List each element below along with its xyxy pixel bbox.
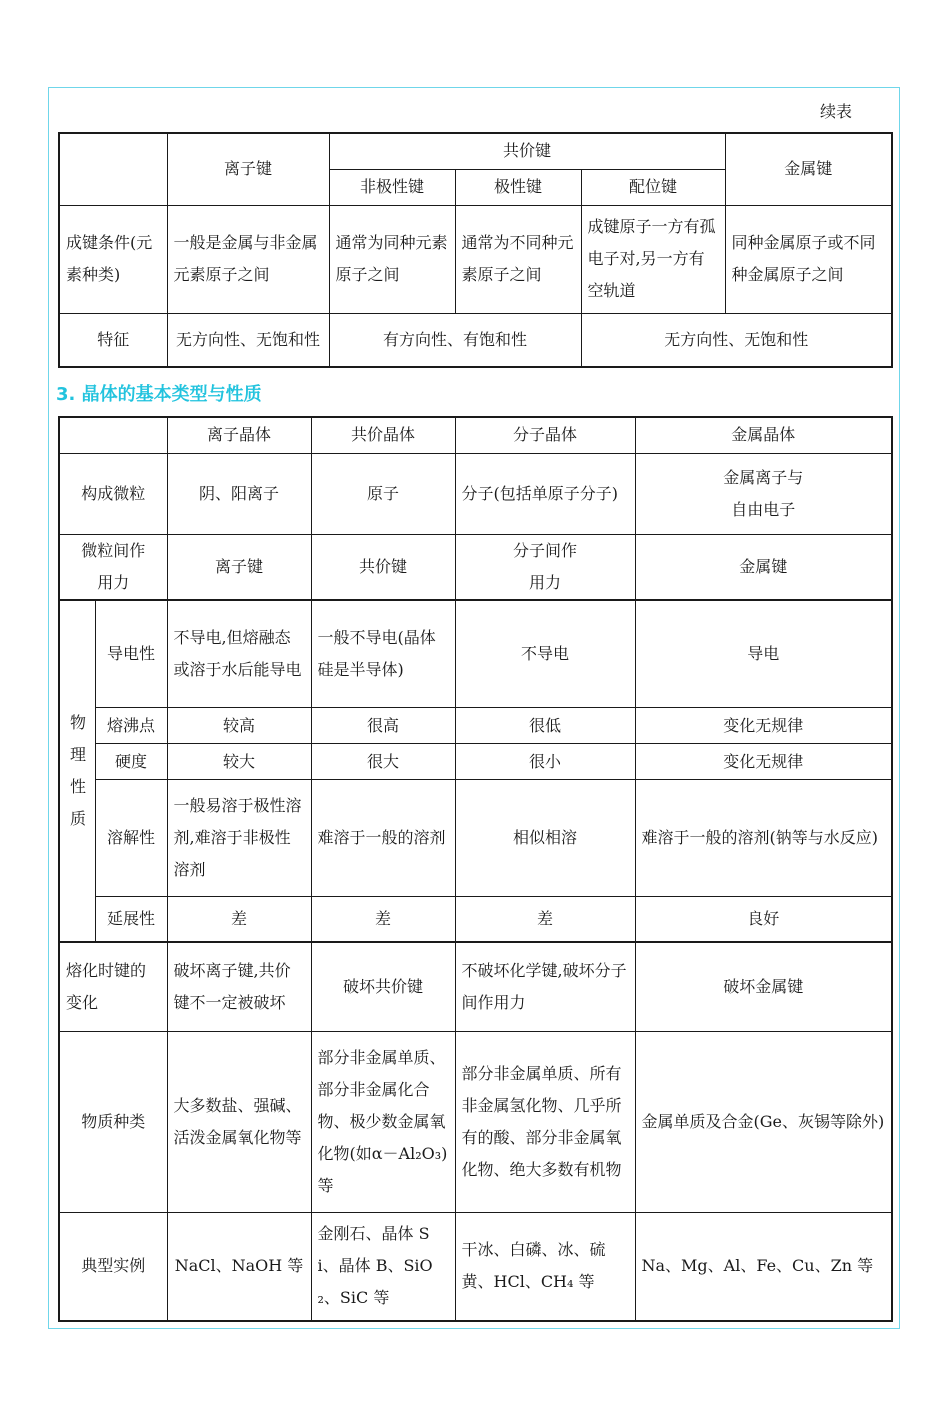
cell-substances-covalent: 部分非金属单质、部分非金属化合物、极少数金属氧化物(如α－Al₂O₃)等 <box>311 1032 455 1213</box>
cell-examples-ionic: NaCl、NaOH 等 <box>167 1213 311 1321</box>
cell-examples-metallic: Na、Mg、Al、Fe、Cu、Zn 等 <box>635 1213 892 1321</box>
cell-ductility-molecular: 差 <box>455 897 635 942</box>
cell-particles-molecular: 分子(包括单原子分子) <box>455 453 635 534</box>
cell-covalent-feature: 有方向性、有饱和性 <box>329 313 581 367</box>
row-label-feature: 特征 <box>59 313 167 367</box>
cell-hardness-covalent: 很大 <box>311 744 455 780</box>
cell-nonpolar-condition: 通常为同种元素原子之间 <box>329 205 455 313</box>
row-label-substance-types: 物质种类 <box>59 1032 167 1213</box>
cell-boiling-metallic: 变化无规律 <box>635 708 892 744</box>
row-label-conductivity: 导电性 <box>95 600 167 708</box>
cell-boiling-covalent: 很高 <box>311 708 455 744</box>
cell-substances-metallic: 金属单质及合金(Ge、灰锡等除外) <box>635 1032 892 1213</box>
cell-melting-metallic: 破坏金属键 <box>635 942 892 1032</box>
row-label-boiling-point: 熔沸点 <box>95 708 167 744</box>
row-label-examples: 典型实例 <box>59 1213 167 1321</box>
cell-solubility-covalent: 难溶于一般的溶剂 <box>311 780 455 897</box>
cell-examples-covalent: 金刚石、晶体 Si、晶体 B、SiO₂、SiC 等 <box>311 1213 455 1321</box>
cell-hardness-metallic: 变化无规律 <box>635 744 892 780</box>
cell-interaction-molecular: 分子间作用力 <box>455 534 635 600</box>
header-ionic-crystal: 离子晶体 <box>167 417 311 453</box>
cell-conductivity-covalent: 一般不导电(晶体硅是半导体) <box>311 600 455 708</box>
cell-solubility-ionic: 一般易溶于极性溶剂,难溶于非极性溶剂 <box>167 780 311 897</box>
cell-melting-molecular: 不破坏化学键,破坏分子间作用力 <box>455 942 635 1032</box>
cell-interaction-ionic: 离子键 <box>167 534 311 600</box>
cell-particles-covalent: 原子 <box>311 453 455 534</box>
header-ionic-bond: 离子键 <box>167 133 329 205</box>
cell-conductivity-ionic: 不导电,但熔融态或溶于水后能导电 <box>167 600 311 708</box>
row-label-particles: 构成微粒 <box>59 453 167 534</box>
cell-interaction-metallic: 金属键 <box>635 534 892 600</box>
row-label-melting-change: 熔化时键的变化 <box>59 942 167 1032</box>
bond-corner-cell <box>59 133 167 205</box>
header-metallic-crystal: 金属晶体 <box>635 417 892 453</box>
row-label-bond-condition: 成键条件(元素种类) <box>59 205 167 313</box>
cell-boiling-molecular: 很低 <box>455 708 635 744</box>
cell-ionic-feature: 无方向性、无饱和性 <box>167 313 329 367</box>
section-title: 3. 晶体的基本类型与性质 <box>56 384 262 405</box>
bond-table <box>58 132 893 368</box>
cell-metallic-condition: 同种金属原子或不同种金属原子之间 <box>725 205 892 313</box>
crystal-table <box>58 416 893 1322</box>
cell-substances-molecular: 部分非金属单质、所有非金属氢化物、几乎所有的酸、部分非金属氧化物、绝大多数有机物 <box>455 1032 635 1213</box>
cell-conductivity-metallic: 导电 <box>635 600 892 708</box>
header-polar-bond: 极性键 <box>455 169 581 205</box>
header-covalent-crystal: 共价晶体 <box>311 417 455 453</box>
header-metallic-bond: 金属键 <box>725 133 892 205</box>
cell-melting-ionic: 破坏离子键,共价键不一定被破坏 <box>167 942 311 1032</box>
crystal-corner-cell <box>59 417 167 453</box>
header-molecular-crystal: 分子晶体 <box>455 417 635 453</box>
cell-polar-condition: 通常为不同种元素原子之间 <box>455 205 581 313</box>
cell-solubility-metallic: 难溶于一般的溶剂(钠等与水反应) <box>635 780 892 897</box>
row-label-interaction: 微粒间作用力 <box>59 534 167 600</box>
row-group-physical-properties: 物理性质 <box>59 600 95 942</box>
cell-hardness-molecular: 很小 <box>455 744 635 780</box>
cell-metallic-feature: 无方向性、无饱和性 <box>581 313 892 367</box>
header-coordinate-bond: 配位键 <box>581 169 725 205</box>
cell-hardness-ionic: 较大 <box>167 744 311 780</box>
cell-coordinate-condition: 成键原子一方有孤电子对,另一方有空轨道 <box>581 205 725 313</box>
cell-ductility-metallic: 良好 <box>635 897 892 942</box>
cell-boiling-ionic: 较高 <box>167 708 311 744</box>
cell-conductivity-molecular: 不导电 <box>455 600 635 708</box>
row-label-hardness: 硬度 <box>95 744 167 780</box>
cell-solubility-molecular: 相似相溶 <box>455 780 635 897</box>
cell-particles-ionic: 阴、阳离子 <box>167 453 311 534</box>
cell-ductility-ionic: 差 <box>167 897 311 942</box>
continued-label: 续表 <box>820 102 853 121</box>
cell-ductility-covalent: 差 <box>311 897 455 942</box>
cell-examples-molecular: 干冰、白磷、冰、硫黄、HCl、CH₄ 等 <box>455 1213 635 1321</box>
row-label-solubility: 溶解性 <box>95 780 167 897</box>
cell-particles-metallic: 金属离子与自由电子 <box>635 453 892 534</box>
header-covalent-bond: 共价键 <box>329 133 725 169</box>
row-label-ductility: 延展性 <box>95 897 167 942</box>
cell-ionic-condition: 一般是金属与非金属元素原子之间 <box>167 205 329 313</box>
cell-melting-covalent: 破坏共价键 <box>311 942 455 1032</box>
cell-interaction-covalent: 共价键 <box>311 534 455 600</box>
header-nonpolar-bond: 非极性键 <box>329 169 455 205</box>
cell-substances-ionic: 大多数盐、强碱、活泼金属氧化物等 <box>167 1032 311 1213</box>
